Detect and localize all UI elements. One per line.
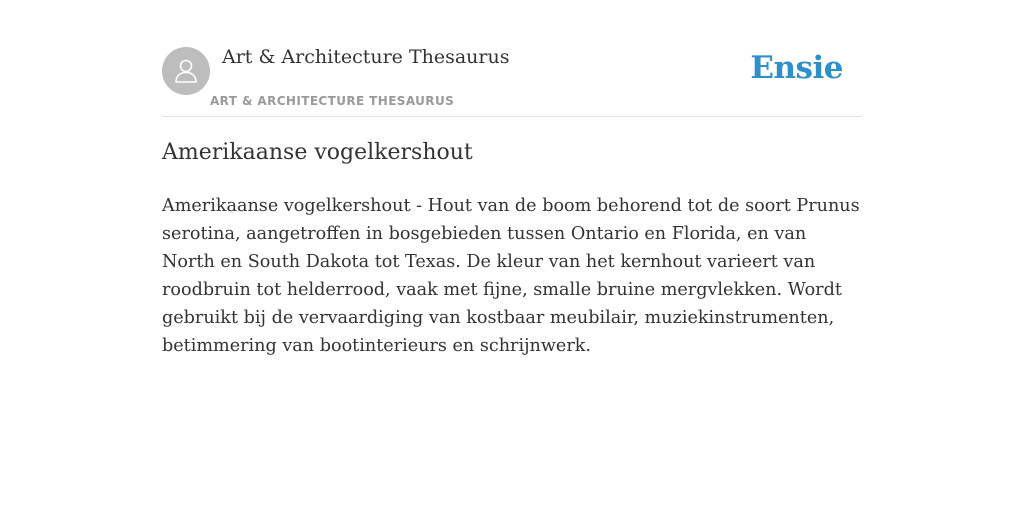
ensie-logo[interactable]: Ensie — [750, 50, 843, 86]
card-header — [162, 0, 862, 117]
definition-card — [162, 0, 862, 356]
avatar[interactable] — [162, 47, 210, 95]
source-label[interactable]: ART & ARCHITECTURE THESAURUS — [210, 94, 455, 108]
author-name[interactable]: Art & Architecture Thesaurus — [222, 46, 510, 68]
user-silhouette-icon — [171, 56, 201, 86]
page-title: Amerikaanse vogelkershout — [162, 140, 473, 165]
definition-text: Amerikaanse vogelkershout - Hout van de boom behorend tot de soort Prunus serotina, aangetroffen in bosgebieden tussen Ontario en Florida, en van North en South Dakota tot Texas. De kleur van het kernhout varieert van roodbruin tot helderrood, vaak met fijne, smalle bruine mergvlekken. Wordt gebruikt bij de vervaardiging van kostbaar meubilair, muziekinstrumenten, betimmering van bootinterieurs en schrijnwerk. — [162, 196, 860, 356]
